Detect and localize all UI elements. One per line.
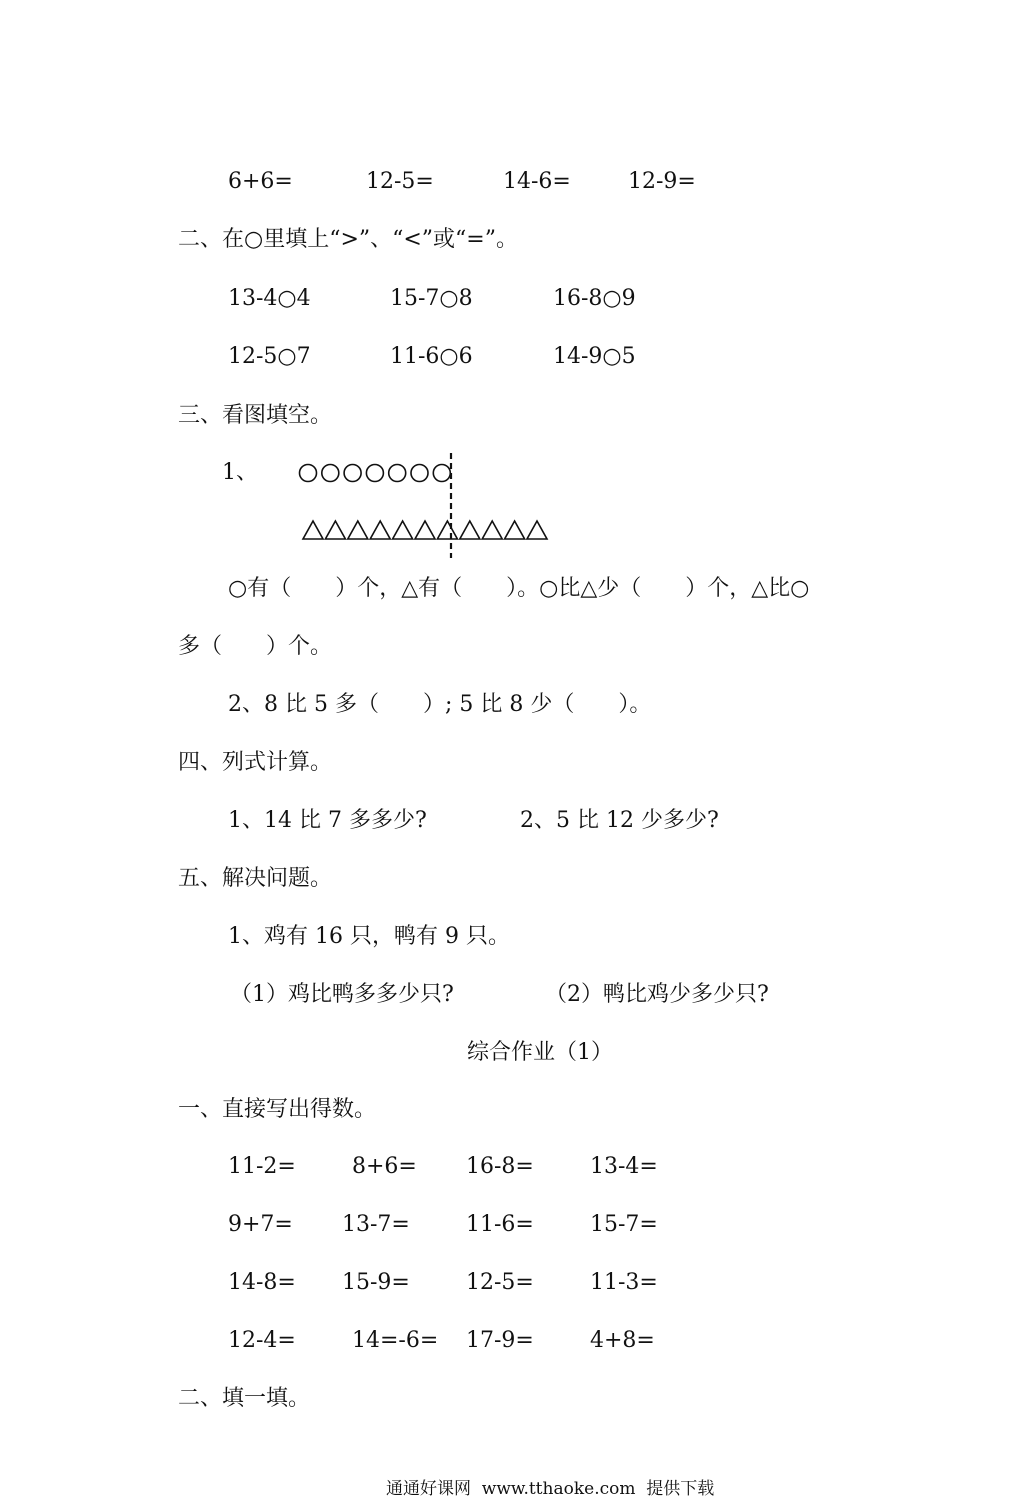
equation: 15-9= — [342, 1270, 410, 1295]
triangle-shape — [393, 521, 413, 539]
section-heading: 二、填一填。 — [178, 1386, 311, 1411]
triangle-shape — [437, 521, 457, 539]
comparison-item: 16-8○9 — [553, 286, 636, 311]
equation: 12-5= — [466, 1270, 534, 1295]
equation: 12-5= — [366, 169, 434, 194]
equation: 14-6= — [503, 169, 571, 194]
comparison-item: 13-4○4 — [228, 286, 311, 311]
question-number: 1、 — [222, 460, 258, 485]
equation: 13-4= — [590, 1154, 658, 1179]
equation: 14=-6= — [352, 1328, 439, 1353]
equation: 17-9= — [466, 1328, 534, 1353]
circle-shape — [366, 465, 383, 482]
triangle-shape — [505, 521, 525, 539]
section-heading: 二、在○里填上“>”、“<”或“=”。 — [178, 227, 518, 252]
fill-blank-line: ○有（ ）个，△有（ ）。○比△少（ ）个，△比○ — [228, 576, 810, 601]
circle-row — [300, 465, 451, 482]
circle-shape — [322, 465, 339, 482]
page-title: 综合作业（1） — [467, 1040, 613, 1065]
fill-blank-line: 多（ ）个。 — [178, 634, 333, 659]
comparison-item: 15-7○8 — [390, 286, 473, 311]
question-item: 2、5 比 12 少多少? — [520, 808, 719, 833]
equation: 6+6= — [228, 169, 293, 194]
triangle-shape — [370, 521, 390, 539]
triangle-shape — [303, 521, 323, 539]
circle-shape — [433, 465, 450, 482]
sub-question: （1）鸡比鸭多多少只? — [230, 982, 454, 1007]
comparison-item: 14-9○5 — [553, 344, 636, 369]
equation: 15-7= — [590, 1212, 658, 1237]
triangle-shape — [460, 521, 480, 539]
equation: 12-9= — [628, 169, 696, 194]
equation: 11-3= — [590, 1270, 658, 1295]
fill-blank-line: 2、8 比 5 多（ ）; 5 比 8 少（ ）。 — [228, 692, 652, 717]
triangle-shape — [415, 521, 435, 539]
equation: 13-7= — [342, 1212, 410, 1237]
question-item: 1、14 比 7 多多少? — [228, 808, 427, 833]
triangle-row — [303, 521, 547, 539]
circle-shape — [300, 465, 317, 482]
equation: 9+7= — [228, 1212, 293, 1237]
circle-shape — [389, 465, 406, 482]
equation: 14-8= — [228, 1270, 296, 1295]
equation: 12-4= — [228, 1328, 296, 1353]
circle-shape — [411, 465, 428, 482]
question-item: 1、鸡有 16 只，鸭有 9 只。 — [228, 924, 510, 949]
equation: 11-6= — [466, 1212, 534, 1237]
triangle-shape — [325, 521, 345, 539]
sub-question: （2）鸭比鸡少多少只? — [545, 982, 769, 1007]
circle-shape — [344, 465, 361, 482]
equation: 8+6= — [352, 1154, 417, 1179]
section-heading: 五、解决问题。 — [178, 866, 333, 891]
equation: 4+8= — [590, 1328, 655, 1353]
footer-credit: 通通好课网 www.tthaoke.com 提供下载 — [386, 1479, 715, 1499]
section-heading: 一、直接写出得数。 — [178, 1097, 377, 1122]
comparison-item: 12-5○7 — [228, 344, 311, 369]
section-heading: 三、看图填空。 — [178, 403, 333, 428]
equation: 16-8= — [466, 1154, 534, 1179]
equation: 11-2= — [228, 1154, 296, 1179]
triangle-shape — [482, 521, 502, 539]
triangle-shape — [348, 521, 368, 539]
section-heading: 四、列式计算。 — [178, 750, 333, 775]
triangle-shape — [527, 521, 547, 539]
comparison-item: 11-6○6 — [390, 344, 473, 369]
